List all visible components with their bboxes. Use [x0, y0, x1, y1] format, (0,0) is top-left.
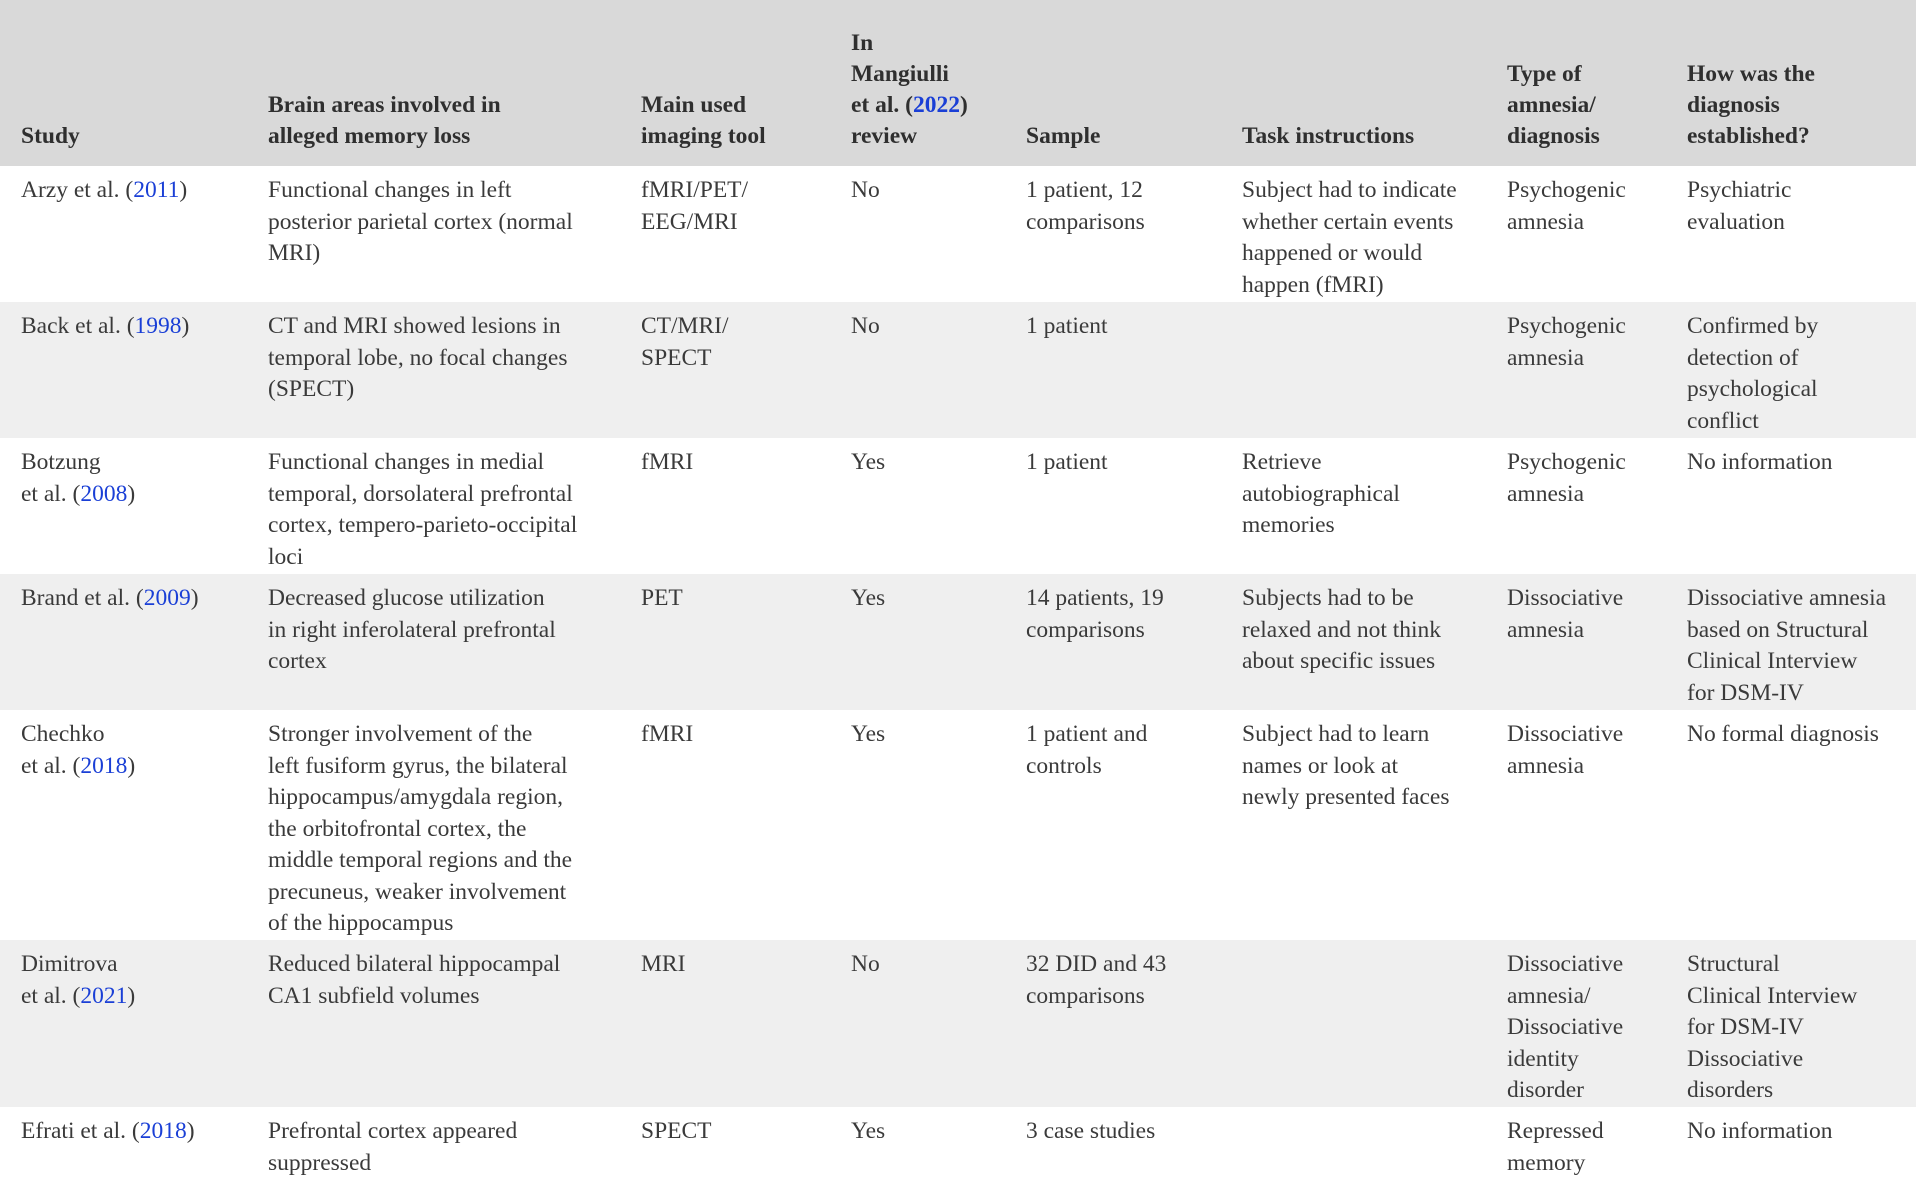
imaging-tool-cell	[620, 574, 830, 710]
study-line	[21, 311, 237, 343]
brain-areas-cell	[247, 574, 620, 710]
sample-cell	[1005, 710, 1221, 940]
brain-areas-line: Stronger involvement of the	[268, 721, 533, 747]
sample-cell	[1005, 166, 1221, 302]
brain-areas-line: posterior parietal cortex (normal	[268, 208, 573, 235]
imaging-tool-cell	[620, 1107, 830, 1196]
brain-areas-cell	[247, 302, 620, 438]
task-line: happen (fMRI)	[1242, 271, 1384, 298]
study-author: Back et al. (	[21, 313, 135, 339]
study-author: Chechko	[21, 721, 105, 747]
table-row	[0, 1107, 1916, 1196]
study-cell	[0, 940, 247, 1107]
study-etal: et al. (	[21, 480, 81, 507]
header-amnesia-type-line: Type of	[1507, 61, 1582, 87]
sample-line: 3 case studies	[1026, 1118, 1156, 1144]
citation-link-2018[interactable]: 2018	[80, 752, 128, 779]
diagnosis-method-line: Structural	[1687, 951, 1780, 977]
citation-link-2009[interactable]: 2009	[143, 585, 191, 611]
task-line: names or look at	[1242, 752, 1398, 779]
header-study: Study	[21, 123, 80, 149]
brain-areas-line: CA1 subfield volumes	[268, 982, 480, 1009]
sample-line: 14 patients, 19	[1026, 585, 1164, 611]
study-cell	[0, 1107, 247, 1196]
study-cell	[0, 302, 247, 438]
sample-line: 1 patient	[1026, 449, 1108, 475]
sample-line: 1 patient	[1026, 313, 1108, 339]
brain-areas-line: left fusiform gyrus, the bilateral	[268, 752, 568, 779]
study-cell	[0, 574, 247, 710]
study-line	[21, 751, 237, 783]
amnesia-type-cell	[1486, 1107, 1666, 1196]
sample-line: comparisons	[1026, 982, 1145, 1009]
brain-areas-line: Functional changes in left	[268, 177, 512, 203]
amnesia-type-cell	[1486, 166, 1666, 302]
study-author: Brand et al. (	[21, 585, 144, 611]
in-review-cell: Yes	[851, 721, 886, 747]
citation-link-2008[interactable]: 2008	[80, 480, 128, 507]
study-line	[21, 175, 237, 207]
header-in-review-line: In	[851, 30, 874, 56]
table-body	[0, 166, 1916, 1196]
task-cell	[1221, 166, 1486, 302]
amnesia-type-line: amnesia	[1507, 480, 1584, 507]
amnesia-type-line: Dissociative	[1507, 1014, 1624, 1040]
diagnosis-method-line: evaluation	[1687, 208, 1785, 235]
in-review-cell: No	[851, 177, 880, 203]
imaging-tool-cell	[620, 710, 830, 940]
task-line: newly presented faces	[1242, 784, 1450, 810]
citation-link-2021[interactable]: 2021	[80, 982, 128, 1009]
diagnosis-method-line: No formal diagnosis	[1687, 721, 1879, 747]
study-suffix: )	[186, 1118, 195, 1144]
imaging-tool-line: EEG/MRI	[641, 208, 738, 235]
task-line: Subject had to learn	[1242, 721, 1430, 747]
header-sample: Sample	[1026, 123, 1101, 149]
header-row	[0, 0, 1916, 166]
brain-areas-line: Functional changes in medial	[268, 449, 545, 475]
citation-link-2022[interactable]: 2022	[913, 92, 960, 118]
sample-cell	[1005, 574, 1221, 710]
citation-link-2011[interactable]: 2011	[133, 177, 180, 203]
brain-areas-cell	[247, 710, 620, 940]
brain-areas-line: Decreased glucose utilization	[268, 585, 545, 611]
header-in-review-prefix: et al. (	[851, 92, 913, 118]
amnesia-type-line: amnesia	[1507, 344, 1584, 371]
task-cell	[1221, 302, 1486, 438]
sample-line: 1 patient, 12	[1026, 177, 1143, 203]
study-line	[21, 981, 237, 1013]
in-review-cell: Yes	[851, 1118, 886, 1144]
amnesia-type-cell	[1486, 574, 1666, 710]
diagnosis-method-line: conflict	[1687, 407, 1759, 434]
diagnosis-method-cell	[1666, 710, 1916, 940]
brain-areas-line: precuneus, weaker involvement	[268, 878, 567, 905]
study-etal: et al. (	[21, 982, 81, 1009]
diagnosis-method-cell	[1666, 166, 1916, 302]
imaging-tool-cell	[620, 166, 830, 302]
imaging-tool-cell	[620, 438, 830, 574]
brain-areas-cell	[247, 438, 620, 574]
imaging-tool-line: fMRI	[641, 721, 694, 747]
header-in-review-line: review	[851, 123, 918, 149]
imaging-tool-cell	[620, 940, 830, 1107]
header-brain-areas-line: Brain areas involved in	[268, 92, 501, 118]
amnesia-type-line: amnesia	[1507, 752, 1584, 779]
task-cell	[1221, 940, 1486, 1107]
task-cell	[1221, 1107, 1486, 1196]
amnesia-type-cell	[1486, 710, 1666, 940]
amnesia-type-line: disorder	[1507, 1077, 1585, 1103]
diagnosis-method-line: Confirmed by	[1687, 313, 1819, 339]
header-diagnosis-method-line: established?	[1687, 123, 1810, 149]
table-row	[0, 438, 1916, 574]
header-brain-areas	[247, 0, 620, 166]
table-row	[0, 574, 1916, 710]
brain-areas-line: Reduced bilateral hippocampal	[268, 951, 561, 977]
brain-areas-line: in right inferolateral prefrontal	[268, 616, 556, 643]
sample-cell	[1005, 940, 1221, 1107]
diagnosis-method-line: detection of	[1687, 344, 1799, 371]
in-review-cell: No	[851, 313, 880, 339]
imaging-tool-line: SPECT	[641, 1118, 712, 1144]
imaging-tool-line: MRI	[641, 951, 686, 977]
task-cell	[1221, 574, 1486, 710]
sample-line: comparisons	[1026, 616, 1145, 643]
diagnosis-method-line: Clinical Interview	[1687, 648, 1858, 674]
sample-cell	[1005, 302, 1221, 438]
diagnosis-method-line: No information	[1687, 449, 1833, 475]
task-line: relaxed and not think	[1242, 616, 1442, 643]
header-amnesia-type	[1486, 0, 1666, 166]
brain-areas-line: CT and MRI showed lesions in	[268, 313, 561, 339]
sample-line: controls	[1026, 752, 1102, 779]
study-suffix: )	[127, 982, 136, 1009]
brain-areas-line: suppressed	[268, 1149, 372, 1176]
brain-areas-line: temporal, dorsolateral prefrontal	[268, 480, 573, 507]
diagnosis-method-line: for DSM-IV	[1687, 1014, 1804, 1040]
amnesia-type-line: Psychogenic	[1507, 177, 1626, 203]
sample-line: 1 patient and	[1026, 721, 1148, 747]
brain-areas-line: of the hippocampus	[268, 910, 454, 936]
task-line: about specific issues	[1242, 648, 1436, 674]
header-in-review	[830, 0, 1005, 166]
header-imaging-tool	[620, 0, 830, 166]
study-etal: et al. (	[21, 752, 81, 779]
diagnosis-method-cell	[1666, 1107, 1916, 1196]
imaging-tool-cell	[620, 302, 830, 438]
header-diagnosis-method	[1666, 0, 1916, 166]
imaging-tool-line: CT/MRI/	[641, 313, 729, 339]
task-line: memories	[1242, 512, 1335, 538]
study-cell	[0, 166, 247, 302]
brain-areas-line: cortex	[268, 648, 327, 674]
table-row	[0, 302, 1916, 438]
brain-areas-line: temporal lobe, no focal changes	[268, 344, 568, 371]
amnesia-type-line: Dissociative	[1507, 721, 1624, 747]
imaging-tool-line: SPECT	[641, 344, 712, 371]
task-line: Retrieve	[1242, 449, 1322, 475]
brain-areas-cell	[247, 1107, 620, 1196]
amnesia-type-line: amnesia	[1507, 208, 1584, 235]
task-cell	[1221, 710, 1486, 940]
study-cell	[0, 710, 247, 940]
amnesia-type-line: Psychogenic	[1507, 449, 1626, 475]
table-row	[0, 940, 1916, 1107]
amnesia-type-line: memory	[1507, 1149, 1586, 1176]
amnesia-type-line: amnesia/	[1507, 982, 1591, 1009]
brain-areas-line: middle temporal regions and the	[268, 847, 573, 873]
diagnosis-method-line: Dissociative amnesia	[1687, 585, 1887, 611]
diagnosis-method-line: No information	[1687, 1118, 1833, 1144]
table-header	[0, 0, 1916, 166]
header-imaging-tool-line: Main used	[641, 92, 747, 118]
imaging-tool-line: fMRI	[641, 449, 694, 475]
table-row	[0, 166, 1916, 302]
diagnosis-method-line: disorders	[1687, 1077, 1774, 1103]
diagnosis-method-cell	[1666, 940, 1916, 1107]
study-suffix: )	[179, 177, 188, 203]
diagnosis-method-cell	[1666, 574, 1916, 710]
amnesia-type-cell	[1486, 302, 1666, 438]
diagnosis-method-line: psychological	[1687, 376, 1818, 402]
task-line: whether certain events	[1242, 208, 1454, 235]
in-review-cell: Yes	[851, 449, 886, 475]
diagnosis-method-line: Dissociative	[1687, 1045, 1804, 1072]
task-line: happened or would	[1242, 240, 1423, 266]
study-author: Botzung	[21, 449, 101, 475]
diagnosis-method-line: Clinical Interview	[1687, 982, 1858, 1009]
task-line: Subjects had to be	[1242, 585, 1414, 611]
study-line	[21, 479, 237, 511]
amnesia-type-line: identity	[1507, 1045, 1579, 1072]
header-in-review-line: Mangiulli	[851, 61, 949, 87]
study-cell	[0, 438, 247, 574]
citation-link-1998[interactable]: 1998	[134, 313, 182, 339]
amnesia-type-cell	[1486, 940, 1666, 1107]
study-author: Arzy et al. (	[21, 177, 134, 203]
header-diagnosis-method-line: How was the	[1687, 61, 1815, 87]
brain-areas-line: Prefrontal cortex appeared	[268, 1118, 518, 1144]
header-imaging-tool-line: imaging tool	[641, 123, 766, 149]
brain-areas-cell	[247, 940, 620, 1107]
study-suffix: )	[127, 752, 136, 779]
diagnosis-method-cell	[1666, 302, 1916, 438]
study-line	[21, 1116, 237, 1148]
sample-cell	[1005, 1107, 1221, 1196]
amnesia-type-line: Psychogenic	[1507, 313, 1626, 339]
header-amnesia-type-line: amnesia/	[1507, 92, 1596, 118]
citation-link-2018[interactable]: 2018	[139, 1118, 187, 1144]
brain-areas-line: hippocampus/amygdala region,	[268, 784, 563, 810]
sample-line: comparisons	[1026, 208, 1145, 235]
in-review-cell: No	[851, 951, 880, 977]
header-in-review-suffix: )	[960, 92, 968, 118]
brain-areas-cell	[247, 166, 620, 302]
brain-areas-line: loci	[268, 543, 304, 570]
imaging-tool-line: PET	[641, 585, 683, 611]
brain-areas-line: the orbitofrontal cortex, the	[268, 815, 527, 842]
imaging-tool-line: fMRI/PET/	[641, 177, 749, 203]
amnesia-type-line: Dissociative	[1507, 585, 1624, 611]
study-author: Efrati et al. (	[21, 1118, 140, 1144]
study-author: Dimitrova	[21, 951, 118, 977]
study-line	[21, 583, 237, 615]
sample-cell	[1005, 438, 1221, 574]
header-diagnosis-method-line: diagnosis	[1687, 92, 1780, 118]
diagnosis-method-line: based on Structural	[1687, 616, 1869, 643]
study-suffix: )	[190, 585, 199, 611]
amnesia-type-cell	[1486, 438, 1666, 574]
diagnosis-method-line: Psychiatric	[1687, 177, 1792, 203]
brain-areas-line: (SPECT)	[268, 376, 355, 402]
task-line: Subject had to indicate	[1242, 177, 1457, 203]
diagnosis-method-cell	[1666, 438, 1916, 574]
study-suffix: )	[127, 480, 136, 507]
table-row	[0, 710, 1916, 940]
amnesia-type-line: Repressed	[1507, 1118, 1604, 1144]
study-suffix: )	[181, 313, 190, 339]
header-amnesia-type-line: diagnosis	[1507, 123, 1600, 149]
brain-areas-line: MRI)	[268, 240, 321, 266]
task-line: autobiographical	[1242, 480, 1400, 507]
header-in-review-line	[851, 90, 995, 121]
amnesia-type-line: Dissociative	[1507, 951, 1624, 977]
task-cell	[1221, 438, 1486, 574]
brain-areas-line: cortex, tempero-parieto-occipital	[268, 512, 578, 538]
in-review-cell: Yes	[851, 585, 886, 611]
amnesia-type-line: amnesia	[1507, 616, 1584, 643]
sample-line: 32 DID and 43	[1026, 951, 1167, 977]
diagnosis-method-line: for DSM-IV	[1687, 679, 1804, 706]
header-brain-areas-line: alleged memory loss	[268, 123, 471, 149]
header-task: Task instructions	[1242, 123, 1415, 149]
